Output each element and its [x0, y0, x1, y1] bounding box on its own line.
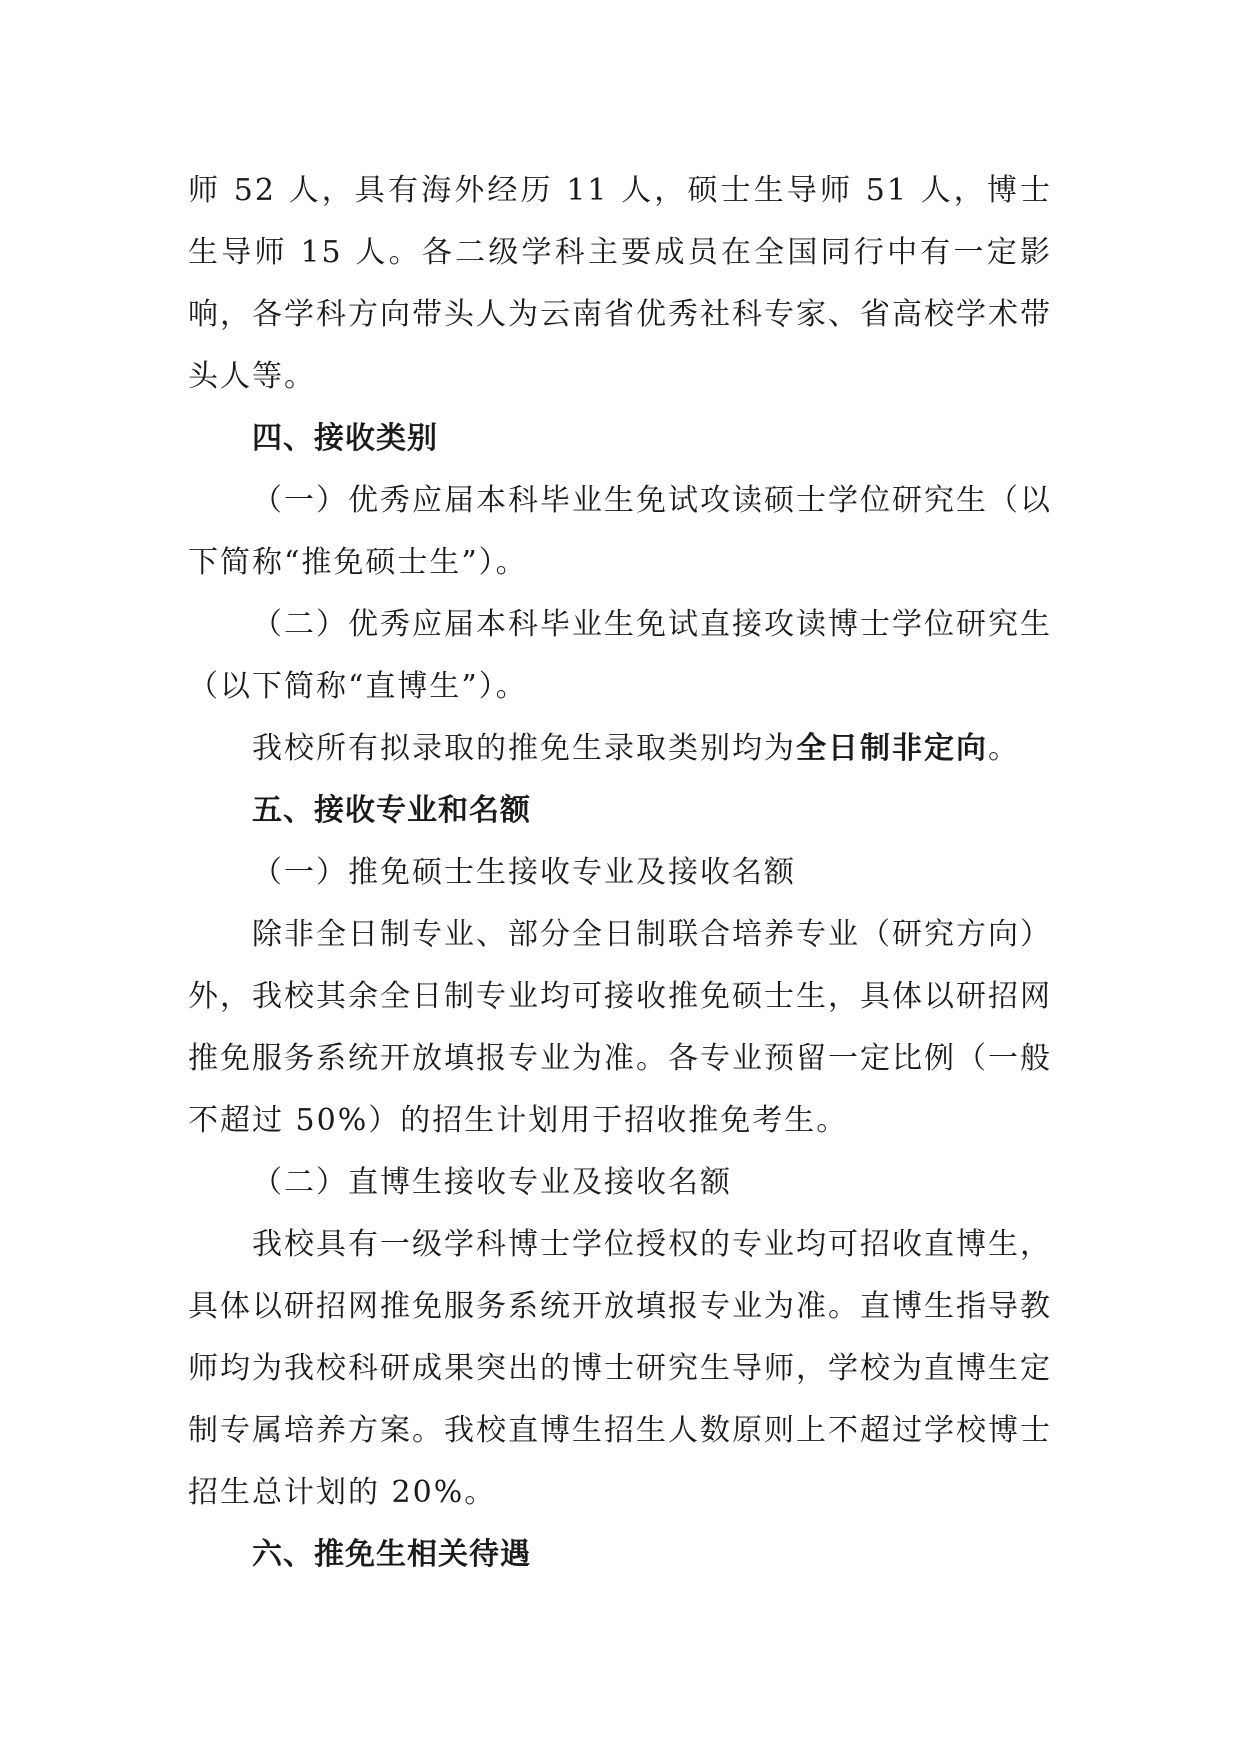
paragraph-faculty-continuation: 师 52 人，具有海外经历 11 人，硕士生导师 51 人，博士生导师 15 人。各二级学科主要成员在全国同行中有一定影响，各学科方向带头人为云南省优秀社科专家、省高校学术带头人等。	[188, 173, 1052, 394]
subheading-master-quota: （一）推免硕士生接收专业及接收名额	[252, 855, 796, 890]
paragraph-category-2: （二）优秀应届本科毕业生免试直接攻读博士学位研究生（以下简称“直博生”）。	[188, 607, 1052, 704]
paragraph-category-1: （一）优秀应届本科毕业生免试攻读硕士学位研究生（以下简称“推免硕士生”）。	[188, 483, 1052, 580]
section-heading-6: 六、推免生相关待遇	[252, 1537, 531, 1572]
admission-type-suffix: 。	[988, 731, 1020, 766]
paragraph-direct-phd-quota: 我校具有一级学科博士学位授权的专业均可招收直博生，具体以研招网推免服务系统开放填报专业为准。直博生指导教师均为我校科研成果突出的博士研究生导师，学校为直博生定制专属培养方案。我校直博生招生人数原则上不超过学校博士招生总计划的 20%。	[188, 1227, 1052, 1510]
section-heading-4: 四、接收类别	[252, 421, 438, 456]
paragraph-admission-type	[188, 718, 1052, 780]
document-page	[188, 160, 1052, 1586]
paragraph-master-quota: 除非全日制专业、部分全日制联合培养专业（研究方向）外，我校其余全日制专业均可接收推免硕士生，具体以研招网推免服务系统开放填报专业为准。各专业预留一定比例（一般不超过 50%）的招生计划用于招收推免考生。	[188, 917, 1052, 1138]
section-heading-5: 五、接收专业和名额	[252, 793, 531, 828]
subheading-direct-phd-quota: （二）直博生接收专业及接收名额	[252, 1165, 732, 1200]
admission-type-bold: 全日制非定向	[796, 731, 988, 766]
admission-type-prefix: 我校所有拟录取的推免生录取类别均为	[252, 731, 796, 766]
